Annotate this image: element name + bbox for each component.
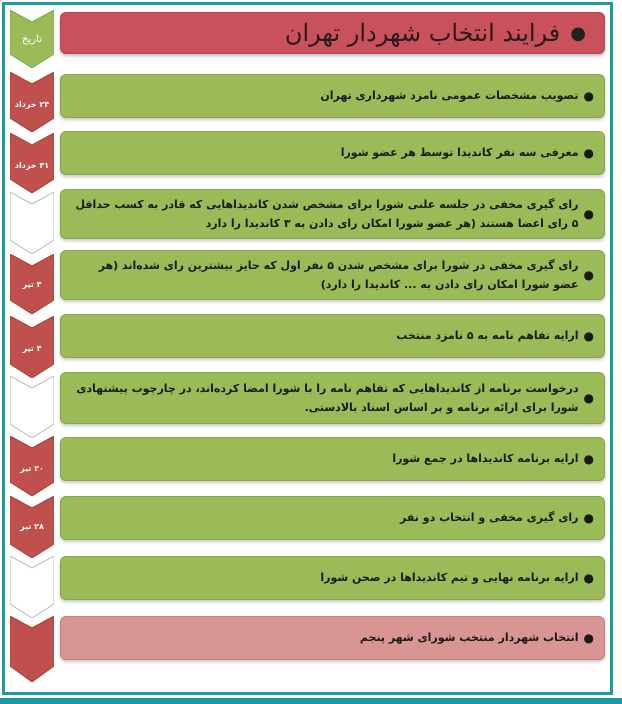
bullet-icon: ● xyxy=(583,206,594,221)
date-label: ۲۰ تیر xyxy=(20,464,44,473)
bullet-icon: ● xyxy=(583,145,594,160)
step-row-5 xyxy=(60,314,605,358)
step-text: رای گیری مخفی در شورا برای مشخص شدن ۵ نفر اول که حایز بیشترین رای شده‌اند (هر عضو شورا امکان رای دادن به ... کاندیدا را دارد) xyxy=(98,258,579,291)
chevron-step-7 xyxy=(10,436,54,496)
date-label: ۳۱ خرداد xyxy=(14,161,50,170)
bullet-icon: ● xyxy=(583,267,594,282)
bullet-icon: ● xyxy=(583,510,594,525)
step-text: تصویب مشخصات عمومی نامزد شهرداری تهران xyxy=(320,89,579,103)
step-text: رای گیری مخفی و انتخاب دو نفر xyxy=(400,511,579,525)
date-label: ۲۸ تیر xyxy=(20,522,44,531)
chevron-step-8 xyxy=(10,496,54,558)
step-row-4 xyxy=(60,250,605,300)
step-row-8 xyxy=(60,496,605,540)
step-row-1 xyxy=(60,74,605,118)
chevron-step-3 xyxy=(10,192,54,254)
step-row-9 xyxy=(60,556,605,600)
step-text: انتخاب شهردار منتخب شورای شهر پنجم xyxy=(359,631,579,645)
step-row-6 xyxy=(60,372,605,424)
chevron-step-1 xyxy=(10,72,54,132)
step-text: معرفی سه نفر کاندیدا توسط هر عضو شورا xyxy=(340,146,579,160)
step-text: درخواست برنامه از کاندیداهایی که تفاهم نامه را با شورا امضا کرده‌اند، در چارچوب پیشنهادی شورا برای ارائه برنامه و بر اساس اسناد بالادستی. xyxy=(76,381,579,414)
date-label: ۴ تیر xyxy=(22,344,42,353)
bullet-icon: ● xyxy=(583,88,594,103)
chevron-header xyxy=(10,10,54,68)
step-row-2 xyxy=(60,131,605,175)
date-label: ۳ تیر xyxy=(22,280,42,289)
step-row-10 xyxy=(60,616,605,660)
step-text: رای گیری مخفی در جلسه علنی شورا برای مشخص شدن کاندیداهایی که قادر به کسب حداقل ۵ رای اعضا هستند (هر عضو شورا امکان رای دادن به ۳ کاندیدا را دارد xyxy=(75,197,579,230)
step-row-3 xyxy=(60,189,605,239)
step-text: ارایه تفاهم نامه به ۵ نامزد منتخب xyxy=(396,329,579,343)
header-label: تاریخ xyxy=(22,34,42,45)
chevron-step-10 xyxy=(10,616,54,682)
step-text: ارایه برنامه نهایی و تیم کاندیداها در صحن شورا xyxy=(320,571,579,585)
title-bullet: ● xyxy=(570,22,586,44)
step-text: ارایه برنامه کاندیداها در جمع شورا xyxy=(392,452,579,466)
bullet-icon: ● xyxy=(583,451,594,466)
bullet-icon: ● xyxy=(583,390,594,405)
bullet-icon: ● xyxy=(583,328,594,343)
title-bar xyxy=(60,12,605,54)
step-row-7 xyxy=(60,437,605,481)
chevron-step-6 xyxy=(10,376,54,438)
chevron-step-9 xyxy=(10,556,54,618)
bottom-band xyxy=(0,698,622,704)
chevron-step-5 xyxy=(10,316,54,378)
bullet-icon: ● xyxy=(583,570,594,585)
bullet-icon: ● xyxy=(583,630,594,645)
date-label: ۲۴ خرداد xyxy=(14,100,50,109)
chevron-step-2 xyxy=(10,133,54,193)
chevron-step-4 xyxy=(10,254,54,314)
page-title: فرایند انتخاب شهردار تهران xyxy=(284,19,561,47)
